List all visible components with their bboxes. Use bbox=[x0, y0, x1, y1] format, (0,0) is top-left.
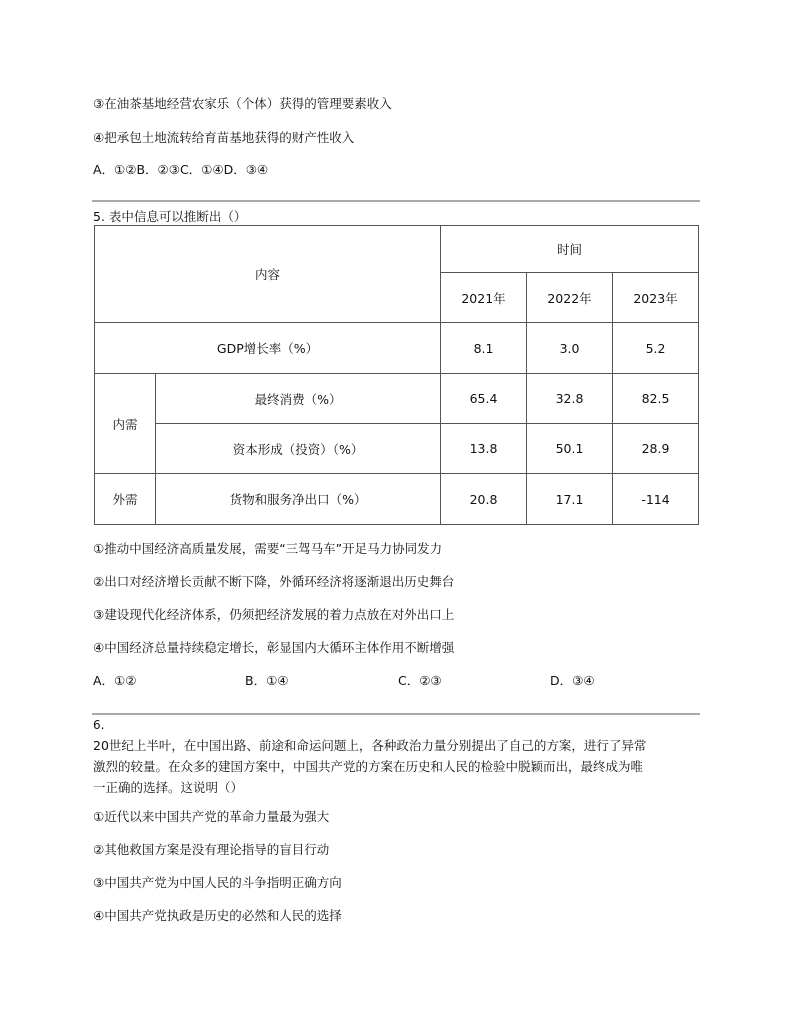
q5-item-3: ③建设现代化经济体系，仍须把经济发展的着力点放在对外出口上 bbox=[93, 607, 455, 622]
q5-item-2: ②出口对经济增长贡献不断下降，外循环经济将逐渐退出历史舞台 bbox=[93, 574, 455, 589]
table-cell: 50.1 bbox=[527, 424, 613, 474]
table-cell: 13.8 bbox=[441, 424, 527, 474]
q5-option-d: D．③④ bbox=[550, 673, 595, 688]
q6-stem-line-2: 激烈的较量。在众多的建国方案中，中国共产党的方案在历史和人民的检验中脱颖而出，最终成为唯 bbox=[93, 759, 644, 774]
q6-item-2: ②其他救国方案是没有理论指导的盲目行动 bbox=[93, 842, 330, 857]
table-cell: 5.2 bbox=[613, 323, 699, 374]
consumption-label: 最终消费（%） bbox=[156, 374, 441, 424]
q5-option-b: B．①④ bbox=[245, 673, 289, 688]
table-cell: 28.9 bbox=[613, 424, 699, 474]
table-cell: 17.1 bbox=[527, 474, 613, 525]
table-cell: 8.1 bbox=[441, 323, 527, 374]
q4-item-4: ④把承包土地流转给育苗基地获得的财产性收入 bbox=[93, 130, 355, 145]
q4-item-3: ③在油茶基地经营农家乐（个体）获得的管理要素收入 bbox=[93, 96, 392, 111]
table-cell: 3.0 bbox=[527, 323, 613, 374]
export-label: 货物和服务净出口（%） bbox=[156, 474, 441, 525]
q6-item-1: ①近代以来中国共产党的革命力量最为强大 bbox=[93, 809, 330, 824]
q4-options: A．①②B．②③C．①④D．③④ bbox=[93, 162, 269, 177]
data-table bbox=[94, 225, 699, 525]
table-cell: 65.4 bbox=[441, 374, 527, 424]
domestic-label: 内需 bbox=[95, 374, 156, 474]
q6-stem-line-3: 一正确的选择。这说明（） bbox=[93, 780, 244, 795]
year-2022: 2022年 bbox=[527, 273, 613, 323]
capital-label: 资本形成（投资）（%） bbox=[156, 424, 441, 474]
year-2023: 2023年 bbox=[613, 273, 699, 323]
year-2021: 2021年 bbox=[441, 273, 527, 323]
external-label: 外需 bbox=[95, 474, 156, 525]
q5-item-1: ①推动中国经济高质量发展，需要“三驾马车”开足马力协同发力 bbox=[93, 541, 443, 556]
q5-option-c: C．②③ bbox=[398, 673, 442, 688]
table-cell: 82.5 bbox=[613, 374, 699, 424]
divider bbox=[92, 713, 700, 715]
table-cell: 32.8 bbox=[527, 374, 613, 424]
q6-stem-line-1: 20世纪上半叶，在中国出路、前途和命运问题上，各种政治力量分别提出了自己的方案，进行了异常 bbox=[93, 738, 647, 753]
gdp-label: GDP增长率（%） bbox=[95, 323, 441, 374]
q5-option-a: A．①② bbox=[93, 673, 137, 688]
header-content: 内容 bbox=[95, 226, 441, 323]
divider bbox=[92, 200, 700, 202]
q5-stem: 5. 表中信息可以推断出（） bbox=[93, 209, 247, 224]
table-cell: 20.8 bbox=[441, 474, 527, 525]
q5-item-4: ④中国经济总量持续稳定增长，彰显国内大循环主体作用不断增强 bbox=[93, 640, 455, 655]
q6-item-3: ③中国共产党为中国人民的斗争指明正确方向 bbox=[93, 875, 342, 890]
q6-number: 6. bbox=[93, 718, 105, 732]
q6-item-4: ④中国共产党执政是历史的必然和人民的选择 bbox=[93, 908, 342, 923]
header-time: 时间 bbox=[441, 226, 699, 273]
table-cell: -114 bbox=[613, 474, 699, 525]
